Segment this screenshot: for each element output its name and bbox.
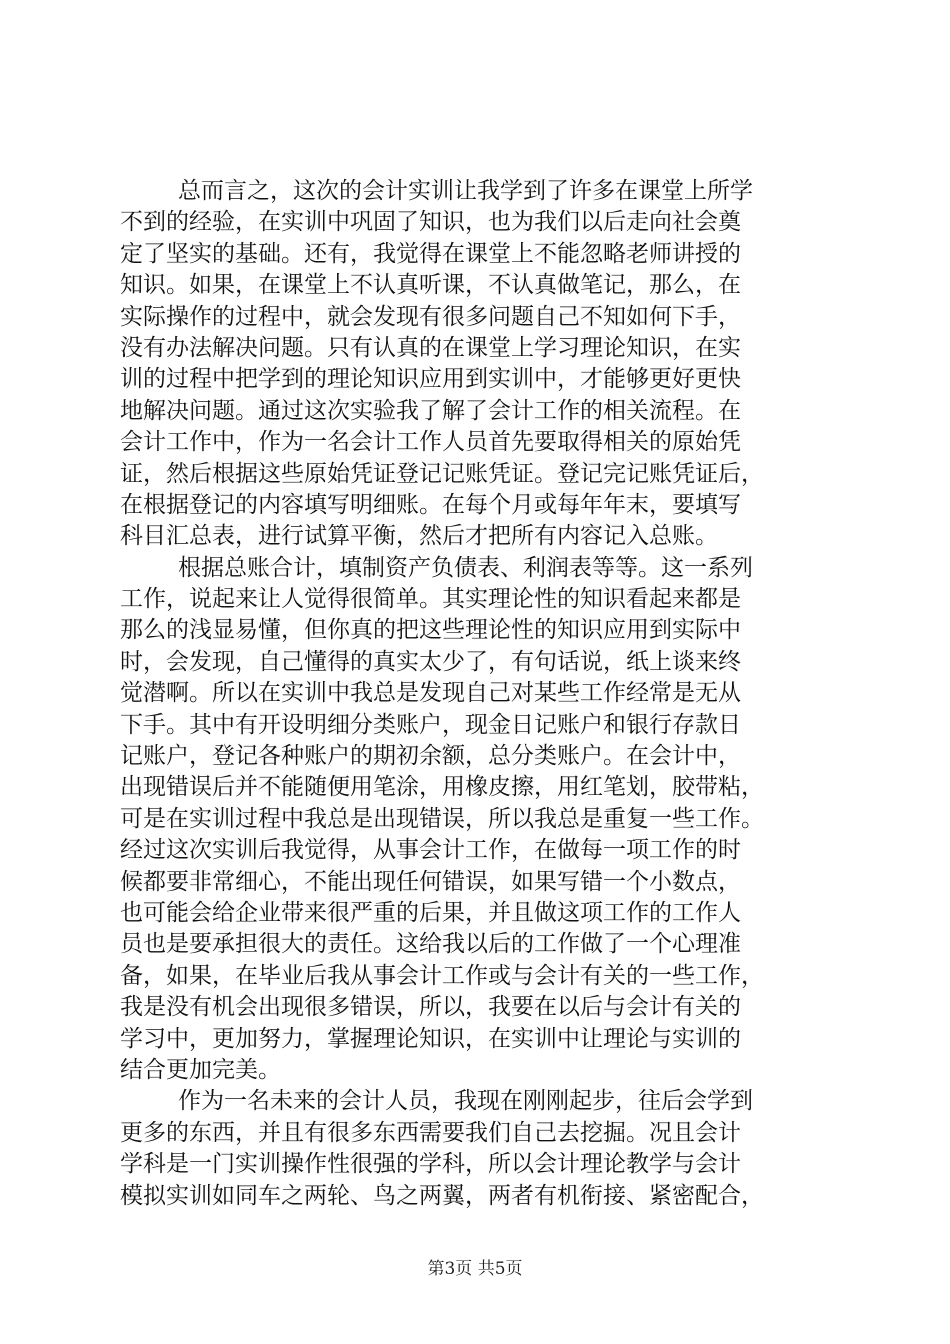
text-line: 训的过程中把学到的理论知识应用到实训中，才能够更好更快 xyxy=(120,366,741,393)
text-line: 证，然后根据这些原始凭证登记记账凭证。登记完记账凭证后， xyxy=(120,460,764,487)
document-body xyxy=(120,176,840,1212)
paragraph xyxy=(120,176,840,553)
text-line: 工作，说起来让人觉得很简单。其实理论性的知识看起来都是 xyxy=(120,586,741,613)
text-line: 那么的浅显易懂，但你真的把这些理论性的知识应用到实际中 xyxy=(120,617,741,644)
text-line: 也可能会给企业带来很严重的后果，并且做这项工作的工作人 xyxy=(120,899,741,926)
text-line: 我是没有机会出现很多错误，所以，我要在以后与会计有关的 xyxy=(120,994,741,1021)
text-line: 时，会发现，自己懂得的真实太少了，有句话说，纸上谈来终 xyxy=(120,648,741,675)
text-line: 知识。如果，在课堂上不认真听课，不认真做笔记，那么，在 xyxy=(120,272,741,299)
text-line: 模拟实训如同车之两轮、鸟之两翼，两者有机衔接、紧密配合， xyxy=(120,1182,764,1209)
text-line: 实际操作的过程中，就会发现有很多问题自己不知如何下手， xyxy=(120,303,741,330)
text-line: 在根据登记的内容填写明细账。在每个月或每年年末，要填写 xyxy=(120,491,741,518)
text-line: 没有办法解决问题。只有认真的在课堂上学习理论知识，在实 xyxy=(120,334,741,361)
text-line: 科目汇总表，进行试算平衡，然后才把所有内容记入总账。 xyxy=(120,523,718,550)
text-line: 根据总账合计，填制资产负债表、利润表等等。这一系列 xyxy=(178,554,753,581)
text-line: 学科是一门实训操作性很强的学科，所以会计理论教学与会计 xyxy=(120,1151,741,1178)
text-line: 经过这次实训后我觉得，从事会计工作，在做每一项工作的时 xyxy=(120,837,741,864)
text-line: 出现错误后并不能随便用笔涂，用橡皮擦，用红笔划，胶带粘， xyxy=(120,774,764,801)
text-line: 更多的东西，并且有很多东西需要我们自己去挖掘。况且会计 xyxy=(120,1119,741,1146)
text-line: 会计工作中，作为一名会计工作人员首先要取得相关的原始凭 xyxy=(120,429,741,456)
page-footer: 第3页 共5页 xyxy=(427,1259,523,1279)
text-line: 结合更加完美。 xyxy=(120,1056,281,1083)
text-line: 定了坚实的基础。还有，我觉得在课堂上不能忽略老师讲授的 xyxy=(120,240,741,267)
paragraph xyxy=(120,553,840,1087)
text-line: 候都要非常细心，不能出现任何错误，如果写错一个小数点， xyxy=(120,868,741,895)
text-line: 员也是要承担很大的责任。这给我以后的工作做了一个心理准 xyxy=(120,931,741,958)
paragraph xyxy=(120,1086,840,1212)
text-line: 不到的经验，在实训中巩固了知识，也为我们以后走向社会奠 xyxy=(120,209,741,236)
text-line: 作为一名未来的会计人员，我现在刚刚起步，往后会学到 xyxy=(178,1088,753,1115)
text-line: 觉潜啊。所以在实训中我总是发现自己对某些工作经常是无从 xyxy=(120,680,741,707)
text-line: 下手。其中有开设明细分类账户，现金日记账户和银行存款日 xyxy=(120,711,741,738)
text-line: 可是在实训过程中我总是出现错误，所以我总是重复一些工作。 xyxy=(120,805,764,832)
text-line: 记账户，登记各种账户的期初余额，总分类账户。在会计中， xyxy=(120,743,741,770)
text-line: 总而言之，这次的会计实训让我学到了许多在课堂上所学 xyxy=(178,178,753,204)
text-line: 学习中，更加努力，掌握理论知识，在实训中让理论与实训的 xyxy=(120,1025,741,1052)
text-line: 备，如果，在毕业后我从事会计工作或与会计有关的一些工作， xyxy=(120,962,764,989)
text-line: 地解决问题。通过这次实验我了解了会计工作的相关流程。在 xyxy=(120,397,741,424)
